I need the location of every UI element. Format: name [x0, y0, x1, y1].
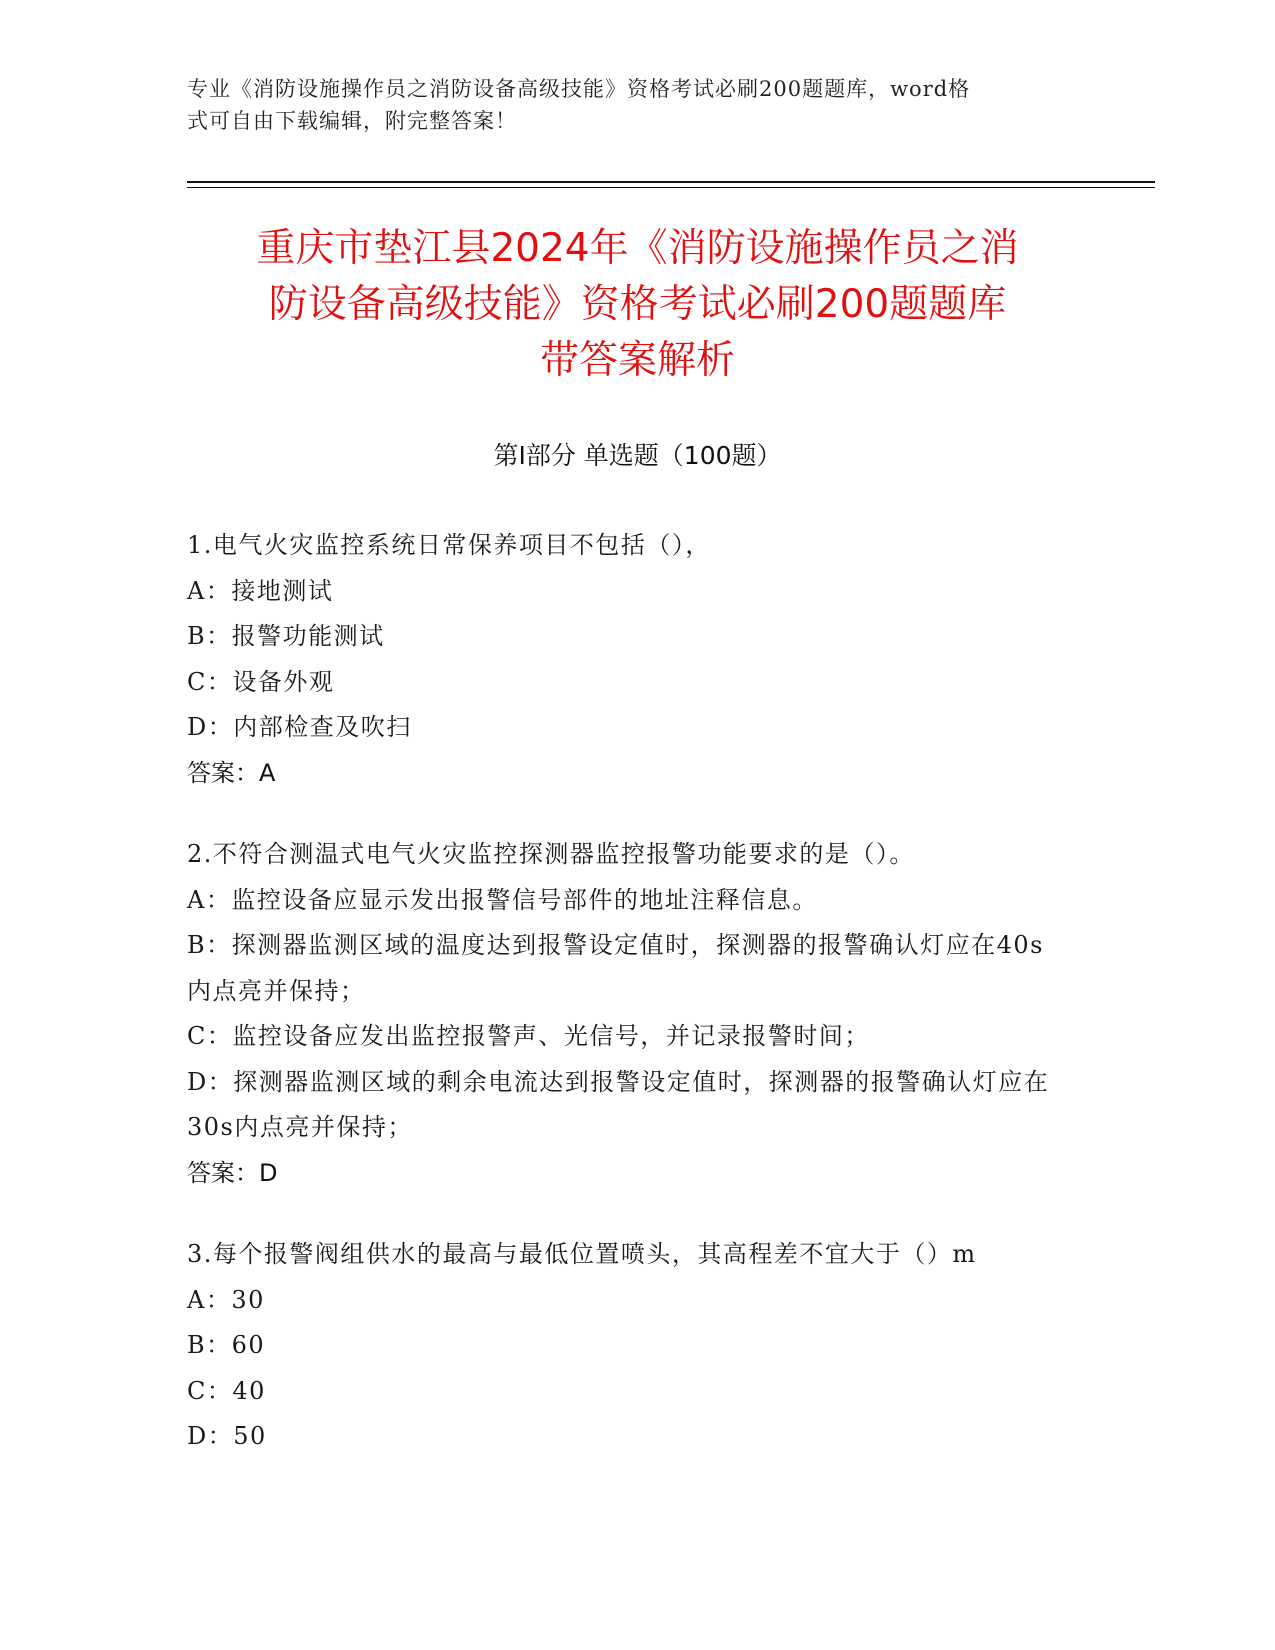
document-title-line-3: 带答案解析	[539, 338, 735, 383]
document-title-line-1: 重庆市垫江县2024年《消防设施操作员之消	[256, 226, 1019, 271]
option-a: A：接地测试	[187, 576, 334, 605]
answer: 答案：D	[187, 1158, 278, 1187]
question-stem: 1.电气火灾监控系统日常保养项目不包括（），	[187, 531, 711, 559]
question-stem: 3.每个报警阀组供水的最高与最低位置喷头，其高程差不宜大于（）m	[187, 1240, 977, 1268]
answer: 答案：A	[187, 758, 276, 787]
document-title	[160, 221, 1115, 389]
question-3	[187, 1232, 1087, 1460]
option-c: C：监控设备应发出监控报警声、光信号，并记录报警时间；	[187, 1022, 870, 1050]
section-heading: 第Ⅰ部分 单选题（100题）	[493, 441, 782, 470]
option-d: D：内部检查及吹扫	[187, 713, 412, 741]
option-b: B：探测器监测区域的温度达到报警设定值时，探测器的报警确认灯应在40s内点亮并保持；	[187, 931, 1044, 1005]
header-divider-thick	[187, 181, 1155, 183]
option-d: D：探测器监测区域的剩余电流达到报警设定值时，探测器的报警确认灯应在30s内点亮并保持；	[187, 1067, 1050, 1141]
option-b: B：报警功能测试	[187, 622, 385, 650]
option-d: D：50	[187, 1422, 267, 1450]
header-note-line-2: 式可自由下载编辑，附完整答案！	[187, 109, 517, 133]
question-stem: 2.不符合测温式电气火灾监控探测器监控报警功能要求的是（）。	[187, 840, 915, 868]
option-b: B：60	[187, 1331, 266, 1359]
header-note-line-1: 专业《消防设施操作员之消防设备高级技能》资格考试必刷200题题库，word格	[187, 77, 971, 101]
header-divider-thin	[187, 187, 1155, 188]
document-title-line-2: 防设备高级技能》资格考试必刷200题题库	[268, 282, 1007, 327]
option-c: C：40	[187, 1376, 266, 1405]
header-note	[187, 73, 1067, 137]
option-c: C：设备外观	[187, 667, 335, 696]
question-list	[187, 523, 1087, 1496]
option-a: A：监控设备应显示发出报警信号部件的地址注释信息。	[187, 885, 818, 914]
question-2	[187, 832, 1087, 1196]
option-a: A：30	[187, 1285, 265, 1314]
question-1	[187, 523, 1087, 796]
